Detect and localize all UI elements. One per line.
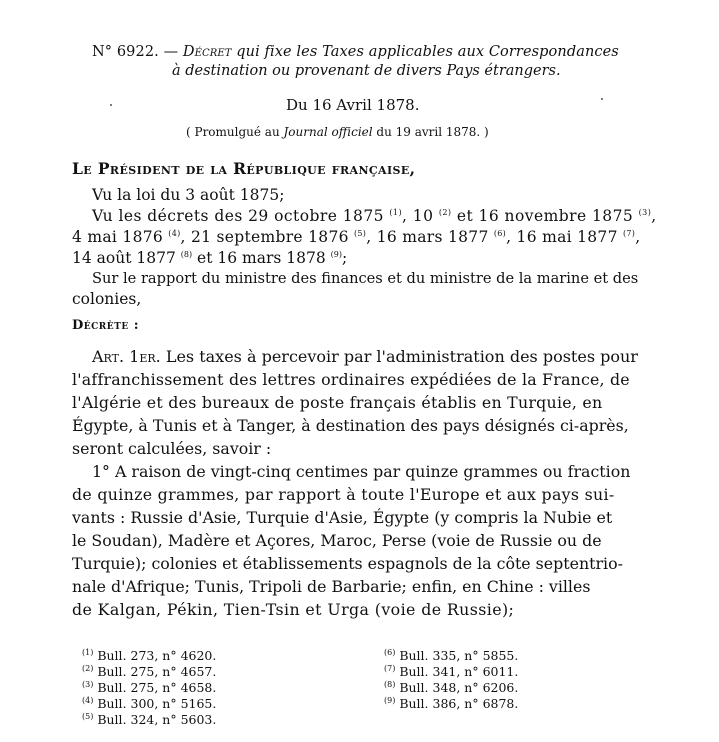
print-speck [110, 104, 112, 106]
president-heading: Le Président de la République française, [72, 159, 416, 178]
paragraph-line-7: de Kalgan, Pékin, Tien-Tsin et Urga (voie de Russie); [72, 600, 515, 619]
article-line-4: Égypte, à Tunis et à Tanger, à destination des pays désignés ci-après, [72, 416, 629, 435]
article-line-2: l'affranchissement des lettres ordinaires expédiées de la France, de [72, 370, 630, 389]
print-speck [601, 98, 603, 100]
visa-line-6: colonies, [72, 290, 142, 308]
paragraph-line-6: nale d'Afrique; Tunis, Tripoli de Barbarie; enfin, en Chine : villes [72, 577, 591, 596]
footnote-5: $^{(5)}$ Bull. 324, n° 5603. [82, 711, 217, 727]
footnote-2: $^{(2)}$ Bull. 275, n° 4657. [82, 663, 217, 679]
footnote-7: $^{(7)}$ Bull. 341, n° 6011. [384, 663, 519, 679]
footnote-4: $^{(4)}$ Bull. 300, n° 5165. [82, 695, 217, 711]
footnote-1: $^{(1)}$ Bull. 273, n° 4620. [82, 647, 217, 663]
footnote-6: $^{(6)}$ Bull. 335, n° 5855. [384, 647, 519, 663]
decree-date: Du 16 Avril 1878. [286, 96, 420, 114]
footnote-9: $^{(9)}$ Bull. 386, n° 6878. [384, 695, 519, 711]
paragraph-line-1: 1° A raison de vingt-cinq centimes par quinze grammes ou fraction [92, 462, 631, 481]
footnote-8: $^{(8)}$ Bull. 348, n° 6206. [384, 679, 519, 695]
decree-word: Décret [182, 44, 232, 60]
visa-line-5: Sur le rapport du ministre des finances et du ministre de la marine et des [92, 270, 639, 287]
footnote-3: $^{(3)}$ Bull. 275, n° 4658. [82, 679, 217, 695]
paragraph-line-2: de quinze grammes, par rapport à toute l'Europe et aux pays sui- [72, 485, 615, 504]
paragraph-line-4: le Soudan), Madère et Açores, Maroc, Perse (voie de Russie ou de [72, 531, 602, 550]
paragraph-line-3: vants : Russie d'Asie, Turquie d'Asie, Égypte (y compris la Nubie et [72, 508, 613, 527]
visa-line-1: Vu la loi du 3 août 1875; [92, 186, 285, 204]
article-line-5: seront calculées, savoir : [72, 439, 272, 458]
promulgation-note: ( Promulgué au Journal officiel du 19 avril 1878. ) [186, 125, 489, 139]
journal-officiel: Journal officiel [283, 125, 373, 139]
article-label: Art. 1er. [92, 347, 161, 366]
decree-number: N° 6922. [92, 44, 159, 60]
paragraph-line-5: Turquie); colonies et établissements espagnols de la côte septentrio- [72, 554, 623, 573]
article-line-1: Art. 1er. Les taxes à percevoir par l'administration des postes pour [92, 347, 638, 366]
decree-title-line-1: N° 6922. — Décret qui fixe les Taxes applicables aux Correspondances [92, 44, 619, 60]
decree-title-line-2: à destination ou provenant de divers Pays étrangers. [172, 63, 561, 79]
visa-line-3: 4 mai 1876 $^{(4)}$, 21 septembre 1876 $^{(5)}$, 16 mars 1877 $^{(6)}$, 16 mai 1877 $^{(7)}$, [72, 228, 641, 246]
visa-line-2: Vu les décrets des 29 octobre 1875 $^{(1)}$, 10 $^{(2)}$ et 16 novembre 1875 $^{(3)}$, [92, 207, 657, 225]
visa-line-4: 14 août 1877 $^{(8)}$ et 16 mars 1878 $^{(9)}$; [72, 249, 348, 267]
article-line-3: l'Algérie et des bureaux de poste français établis en Turquie, en [72, 393, 603, 412]
decrete-heading: Décrète : [72, 318, 140, 333]
